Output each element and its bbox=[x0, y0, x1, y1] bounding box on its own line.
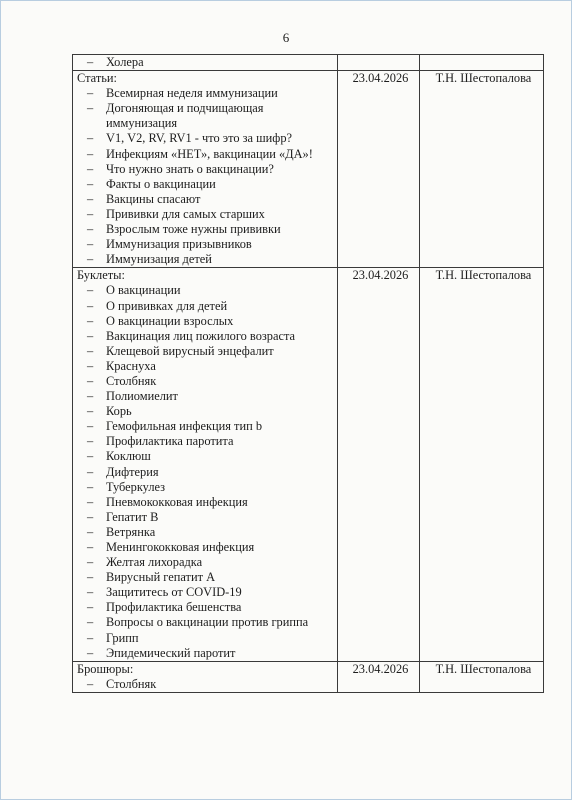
list-item bbox=[77, 600, 337, 615]
list-item bbox=[77, 222, 337, 237]
list-item bbox=[77, 510, 337, 525]
list-item bbox=[77, 480, 337, 495]
table-row bbox=[73, 71, 544, 268]
list-item-text: Столбняк bbox=[106, 373, 157, 388]
list-dash: – bbox=[87, 283, 94, 298]
list-item bbox=[77, 329, 337, 344]
list-item-text: Вакцины спасают bbox=[106, 191, 201, 206]
list-item-text: Корь bbox=[106, 404, 132, 419]
list-item-text: Полиомиелит bbox=[106, 389, 178, 404]
date-cell: 23.04.2026 bbox=[338, 661, 420, 692]
list-item bbox=[77, 344, 337, 359]
list-item bbox=[77, 131, 337, 146]
list-item bbox=[77, 299, 337, 314]
list-item-text: Столбняк bbox=[106, 676, 157, 691]
list-dash: – bbox=[87, 161, 94, 176]
list-dash: – bbox=[87, 615, 94, 630]
list-item bbox=[77, 615, 337, 630]
list-dash: – bbox=[87, 252, 94, 267]
list-item bbox=[77, 677, 337, 692]
list-dash: – bbox=[87, 389, 94, 404]
list-item bbox=[77, 207, 337, 222]
page-number: 6 bbox=[282, 30, 290, 45]
list-item bbox=[77, 237, 337, 252]
materials-table bbox=[72, 54, 544, 693]
list-dash: – bbox=[87, 464, 94, 479]
list-dash: – bbox=[87, 176, 94, 191]
list-dash: – bbox=[87, 86, 94, 101]
list-item-text: Краснуха bbox=[106, 358, 156, 373]
list-item-text: Защититесь от COVID-19 bbox=[106, 585, 242, 600]
list-item bbox=[77, 177, 337, 192]
section-heading: Статьи: bbox=[77, 71, 117, 86]
list-dash: – bbox=[87, 404, 94, 419]
list-item bbox=[77, 525, 337, 540]
list-dash: – bbox=[87, 55, 94, 69]
list-item bbox=[77, 162, 337, 177]
table-row bbox=[73, 268, 544, 661]
list-item bbox=[77, 374, 337, 389]
list-item-text: Профилактика паротита bbox=[106, 434, 234, 449]
list-item bbox=[77, 147, 337, 162]
list-item-text: Вирусный гепатит А bbox=[106, 570, 216, 585]
list-item-text: О прививках для детей bbox=[106, 298, 228, 313]
list-item bbox=[77, 192, 337, 207]
materials-cell bbox=[73, 268, 338, 661]
list-item-text: V1, V2, RV, RV1 - что это за шифр? bbox=[106, 131, 293, 146]
list-dash: – bbox=[87, 630, 94, 645]
list-item-text: Гемофильная инфекция тип b bbox=[106, 419, 263, 434]
list-item bbox=[77, 646, 337, 661]
list-item bbox=[77, 419, 337, 434]
list-item-text: Пневмококковая инфекция bbox=[106, 494, 248, 509]
list-dash: – bbox=[87, 676, 94, 691]
list-dash: – bbox=[87, 313, 94, 328]
list-dash: – bbox=[87, 237, 94, 252]
list-dash: – bbox=[87, 509, 94, 524]
list-dash: – bbox=[87, 600, 94, 615]
list-item-text: Вопросы о вакцинации против гриппа bbox=[106, 615, 309, 630]
list-item-text: Менингококковая инфекция bbox=[106, 540, 255, 554]
list-item-text: Грипп bbox=[106, 630, 139, 645]
list-item-text: Профилактика бешенства bbox=[106, 600, 242, 615]
list-dash: – bbox=[87, 328, 94, 343]
list-item bbox=[77, 404, 337, 419]
materials-cell bbox=[73, 71, 338, 268]
list-dash: – bbox=[87, 434, 94, 449]
list-item bbox=[77, 495, 337, 510]
list-item-text: Дифтерия bbox=[106, 464, 159, 479]
list-item-text: Желтая лихорадка bbox=[106, 555, 203, 570]
list-item bbox=[77, 314, 337, 329]
section-heading: Буклеты: bbox=[77, 268, 125, 283]
list-dash: – bbox=[87, 131, 94, 146]
list-dash: – bbox=[87, 419, 94, 434]
table-row bbox=[73, 55, 544, 71]
list-item-text: Иммунизация детей bbox=[106, 252, 212, 267]
list-item bbox=[77, 585, 337, 600]
list-item-text: Что нужно знать о вакцинации? bbox=[106, 161, 274, 176]
list-item bbox=[77, 570, 337, 585]
list-dash: – bbox=[87, 585, 94, 600]
author-cell: Т.Н. Шестопалова bbox=[420, 268, 544, 661]
list-item bbox=[77, 555, 337, 570]
list-item-text: Клещевой вирусный энцефалит bbox=[106, 343, 274, 358]
materials-cell bbox=[73, 661, 338, 692]
date-cell bbox=[338, 55, 420, 71]
list-dash: – bbox=[87, 222, 94, 237]
list-dash: – bbox=[87, 570, 94, 585]
list-item-text: Гепатит В bbox=[106, 509, 159, 524]
list-dash: – bbox=[87, 343, 94, 358]
list-dash: – bbox=[87, 298, 94, 313]
list-item bbox=[77, 283, 337, 298]
list-item-text: О вакцинации bbox=[106, 283, 181, 298]
list-item bbox=[77, 465, 337, 480]
list-item-text: О вакцинации взрослых bbox=[106, 313, 234, 328]
list-item-text: Холера bbox=[106, 55, 144, 69]
list-dash: – bbox=[87, 191, 94, 206]
list-item bbox=[77, 359, 337, 374]
list-item-text: Коклюш bbox=[106, 449, 151, 464]
list-item bbox=[77, 540, 337, 555]
author-cell bbox=[420, 55, 544, 71]
author-cell: Т.Н. Шестопалова bbox=[420, 661, 544, 692]
list-item-text: Факты о вакцинации bbox=[106, 176, 216, 191]
materials-table-body bbox=[73, 55, 544, 693]
table-row bbox=[73, 661, 544, 692]
list-dash: – bbox=[87, 494, 94, 509]
list-item-text: Догоняющая и подчищающая иммунизация bbox=[106, 101, 264, 131]
list-dash: – bbox=[87, 373, 94, 388]
list-item bbox=[77, 101, 337, 131]
list-item-text: Туберкулез bbox=[106, 479, 166, 494]
list-dash: – bbox=[87, 101, 94, 116]
list-item bbox=[77, 86, 337, 101]
list-item bbox=[77, 55, 337, 70]
list-dash: – bbox=[87, 479, 94, 494]
list-dash: – bbox=[87, 146, 94, 161]
date-cell: 23.04.2026 bbox=[338, 268, 420, 661]
list-item bbox=[77, 631, 337, 646]
author-cell: Т.Н. Шестопалова bbox=[420, 71, 544, 268]
list-dash: – bbox=[87, 555, 94, 570]
list-dash: – bbox=[87, 449, 94, 464]
list-item-text: Прививки для самых старших bbox=[106, 206, 265, 221]
materials-cell bbox=[73, 55, 338, 71]
list-item-text: Взрослым тоже нужны прививки bbox=[106, 222, 281, 237]
list-item-text: Иммунизация призывников bbox=[106, 237, 252, 252]
list-item-text: Ветрянка bbox=[106, 524, 156, 539]
section-heading: Брошюры: bbox=[77, 661, 134, 676]
list-item bbox=[77, 434, 337, 449]
list-item-text: Вакцинация лиц пожилого возраста bbox=[106, 328, 296, 343]
list-item-text: Эпидемический паротит bbox=[106, 645, 236, 660]
list-dash: – bbox=[87, 358, 94, 373]
list-dash: – bbox=[87, 540, 94, 554]
list-item-text: Инфекциям «НЕТ», вакцинации «ДА»! bbox=[106, 146, 313, 161]
list-dash: – bbox=[87, 206, 94, 221]
list-dash: – bbox=[87, 524, 94, 539]
date-cell: 23.04.2026 bbox=[338, 71, 420, 268]
list-dash: – bbox=[87, 645, 94, 660]
list-item bbox=[77, 389, 337, 404]
list-item bbox=[77, 252, 337, 267]
list-item-text: Всемирная неделя иммунизации bbox=[106, 86, 278, 101]
list-item bbox=[77, 449, 337, 464]
